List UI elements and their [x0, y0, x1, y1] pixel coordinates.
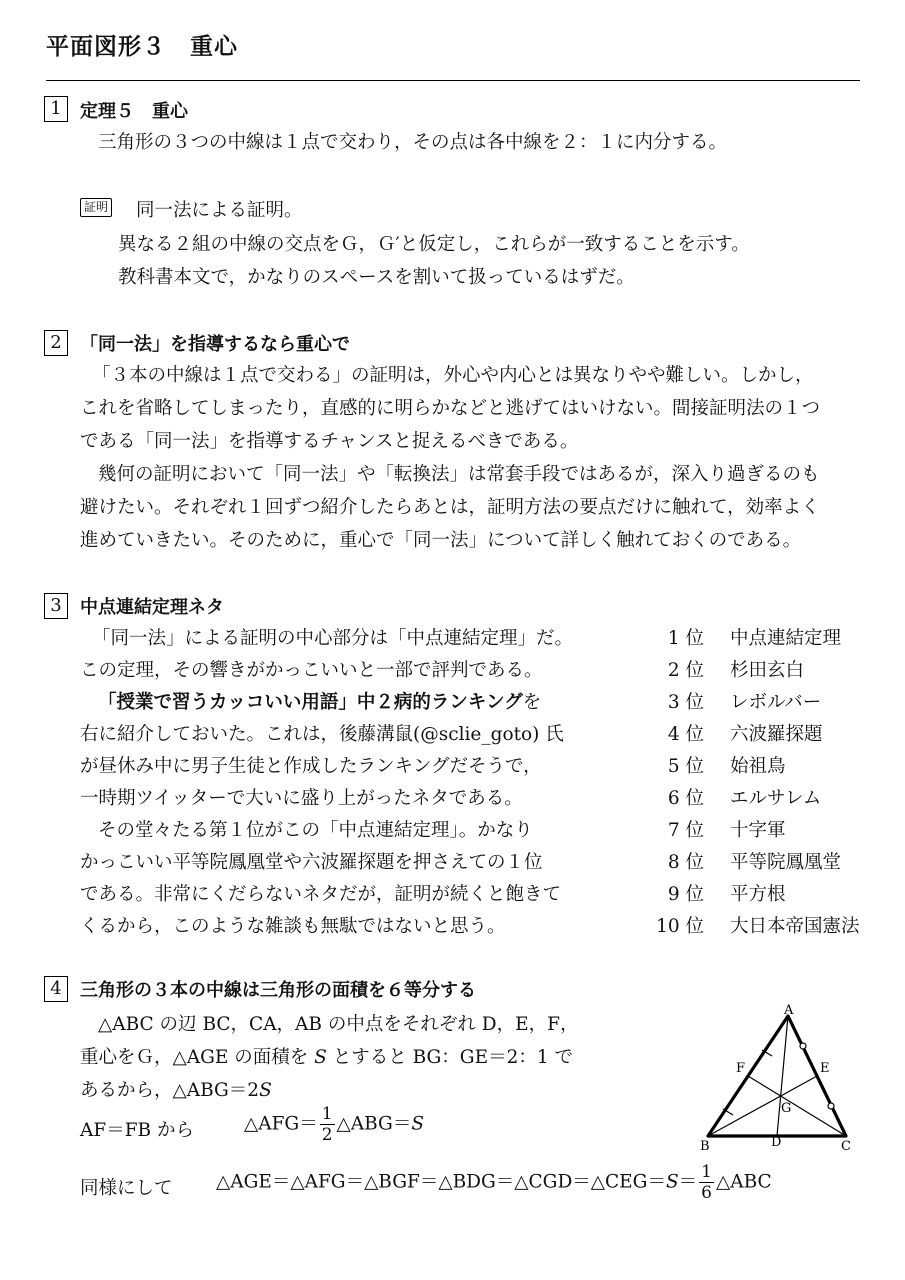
equation-2-label: 同様にして	[80, 1178, 173, 1199]
section-4-number: 4	[44, 976, 68, 1002]
section-2-line: 避けたい。それぞれ１回ずつ紹介したらあとは，証明方法の要点だけに触れて，効率よく	[80, 497, 820, 518]
equation-1-label: AF＝FB から	[80, 1120, 195, 1141]
theorem-statement: 三角形の３つの中線は１点で交わり，その点は各中線を２：１に内分する。	[98, 132, 728, 153]
section-2-line: 幾何の証明において「同一法」や「転換法」は常套手段ではあるが，深入り過ぎるのも	[98, 464, 820, 485]
section-3-line: 「授業で習うカッコいい用語」中２病的ランキングを	[98, 692, 542, 713]
proof-line-3: 教科書本文で，かなりのスペースを割いて扱っているはずだ。	[118, 267, 635, 288]
ranking-title-bold: 「授業で習うカッコいい用語」中２病的ランキング	[98, 692, 523, 713]
proof-line-2: 異なる２組の中線の交点をＧ，Ｇ′と仮定し，これらが一致することを示す。	[118, 234, 750, 255]
section-3-line: くるから，このような雑談も無駄ではないと思う。	[80, 916, 506, 937]
section-3-line: である。非常にくだらないネタだが，証明が続くと飽きて	[80, 884, 562, 905]
title-rule	[46, 80, 860, 81]
section-2-line: これを省略してしまったり，直感的に明らかなどと逃げてはいけない。間接証明法の１つ	[80, 398, 821, 419]
section-2-title: 「同一法」を指導するなら重心で	[80, 334, 350, 355]
section-3-number: 3	[44, 593, 68, 619]
section-1-title: 定理５ 重心	[80, 101, 188, 122]
proof-line-1: 同一法による証明。	[136, 200, 303, 221]
section-3-title: 中点連結定理ネタ	[80, 597, 224, 618]
section-2-number: 2	[44, 330, 68, 356]
label-c: C	[841, 1139, 851, 1154]
section-2-line: である「同一法」を指導するチャンスと捉えるべきである。	[80, 431, 579, 452]
section-4-line: あるから，△ABG＝2S	[80, 1080, 272, 1101]
section-4-line: △ABC の辺 BC，CA，AB の中点をそれぞれ D，E，F，	[98, 1014, 579, 1035]
section-3-line: かっこいい平等院鳳凰堂や六波羅探題を押さえての１位	[80, 852, 543, 873]
section-3-line: 「同一法」による証明の中心部分は「中点連結定理」だ。	[92, 628, 574, 649]
section-3-line: その堂々たる第１位がこの「中点連結定理」。かなり	[98, 820, 533, 841]
midpoint-marker	[800, 1043, 806, 1049]
section-3-line: が昼休み中に男子生徒と作成したランキングだそうで，	[80, 756, 542, 777]
section-4-title: 三角形の３本の中線は三角形の面積を６等分する	[80, 980, 476, 1001]
section-1-number: 1	[44, 96, 68, 122]
section-4-line: 重心をＧ，△AGE の面積を S とすると BG：GE＝2：1 で	[80, 1047, 574, 1068]
equation-2: △AGE＝△AFG＝△BGF＝△BDG＝△CGD＝△CEG＝S＝ $\frac{1}{6}$ △ABC	[216, 1162, 772, 1203]
proof-tag: 証明	[80, 198, 112, 217]
fraction-one-sixth: $\frac{1}{6}$	[701, 1162, 712, 1203]
section-2-line: 「３本の中線は１点で交わる」の証明は，外心や内心とは異なりやや難しい。しかし，	[92, 365, 814, 386]
centroid-triangle-figure	[690, 1000, 870, 1160]
section-3-line: 右に紹介しておいた。これは，後藤溝鼠(@sclie_goto) 氏	[80, 724, 564, 745]
triangle-abc	[708, 1016, 846, 1136]
fraction-one-half: $\frac{1}{2}$	[321, 1104, 333, 1145]
label-f: F	[736, 1061, 746, 1076]
ranking-list: 1 位 中点連結定理 2 位 杉田玄白 3 位 レボルバー 4 位 六波羅探題 5 位 始祖鳥 6 位 エルサレム 7 位 十字軍 8 位 平等院鳳凰堂 9 位 平方根 10 位 大日本帝国憲法	[656, 628, 860, 937]
page-title: 平面図形３ 重心	[46, 34, 238, 60]
label-a: A	[784, 1003, 794, 1018]
median-ad	[777, 1016, 788, 1136]
section-3-line: この定理，その響きがかっこいいと一部で評判である。	[80, 660, 543, 681]
label-e: E	[820, 1061, 830, 1076]
label-d: D	[771, 1135, 782, 1150]
equation-1: △AFG＝ $\frac{1}{2}$ △ABG＝S	[244, 1104, 425, 1145]
section-3-line: 一時期ツイッターで大いに盛り上がったネタである。	[80, 788, 523, 809]
section-2-line: 進めていきたい。そのために，重心で「同一法」について詳しく触れておくのである。	[80, 530, 802, 551]
label-b: B	[700, 1139, 710, 1154]
label-g: G	[781, 1101, 792, 1116]
midpoint-marker	[828, 1103, 834, 1109]
